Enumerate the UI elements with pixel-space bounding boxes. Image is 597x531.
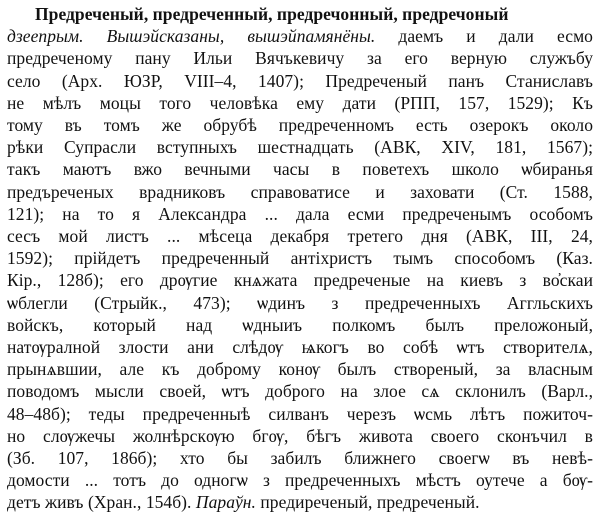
entry-text: село (Арх. ЮЗР, VIII–4, 1407); Предреченый панъ Станиславъ — [7, 70, 593, 91]
entry-text: предиреченый, предреченый. — [255, 492, 480, 513]
entry-line — [7, 203, 593, 225]
entry-line — [7, 92, 593, 114]
entry-line — [7, 314, 593, 336]
entry-text: предреченому пану Ильи Вячъкевичу за его верную служъбу — [7, 48, 593, 69]
entry-line — [7, 114, 593, 136]
entry-text: предъреченых врадниковъ справоватисе и заховати (Ст. 1588, — [7, 181, 593, 202]
entry-line — [7, 425, 593, 447]
entry-text: тому въ томъ же обрубѣ предреченномъ есть озерокъ около — [7, 115, 593, 136]
entry-line — [7, 447, 593, 469]
entry-line — [7, 403, 593, 425]
entry-text: Кір., 128б); его дрѹгие кнѧжата предреченые на киевъ з во҆скаи — [7, 270, 593, 291]
entry-text: войскъ, который над ѡдныиъ полкомъ былъ преложоный, — [7, 314, 593, 335]
entry-text: детъ живъ (Хран., 154б). — [7, 492, 196, 513]
entry-line — [7, 136, 593, 158]
entry-text: прынѧвшии, але къ доброму конѹ былъ створеный, за власным — [7, 359, 593, 380]
entry-text: не мѣлъ моцы того человѣка ему дати (РПП, 157, 1529); Къ — [7, 92, 593, 113]
entry-line — [7, 158, 593, 180]
entry-line — [7, 358, 593, 380]
entry-text: даемъ и дали есмо — [375, 26, 593, 47]
entry-text: поводомъ мысли своей, ѡтъ доброго на злое сѧ склонилъ (Варл., — [7, 381, 593, 402]
entry-text: ѡблегли (Стрыйк., 473); ѡдинъ з предреченныхъ Аггльскихъ — [7, 292, 593, 313]
entry-text: домости ... тотъ до одногѡ з предреченныхъ мѣстъ оутече а бѹ- — [7, 470, 593, 491]
entry-line — [7, 247, 593, 269]
italic-text: Параўн. — [195, 492, 256, 513]
entry-line — [7, 25, 593, 47]
entry-text: рѣки Супрасли вступныхъ шестнадцать (АВК, XIV, 181, 1567); — [7, 137, 593, 158]
entry-text: но слѹжечы жолнѣрскѹю бгѹ, бѣгъ живота своего сконъчил в — [7, 425, 593, 446]
entry-text: натѹралной злости ани слѣдѹ ѩкогъ во собѣ ѡтъ створителѧ, — [7, 337, 593, 358]
entry-text: сесъ мой листъ ... мѣсеца декабря третего дня (АВК, III, 24, — [7, 226, 593, 247]
italic-text: дзеепрым. Вышэйсказаны, вышэйпамянёны. — [7, 26, 376, 47]
entry-text: 121); на то я Александра ... дала есми предреченымъ особомъ — [7, 203, 593, 224]
entry-line — [7, 181, 593, 203]
entry-headword: Предреченый, предреченный, предречонный, предречоный — [35, 4, 509, 24]
entry-line — [7, 469, 593, 491]
entry-text: 1592); прійдетъ предреченный антіхристъ тымъ способомъ (Каз. — [7, 248, 593, 269]
entry-line — [7, 380, 593, 402]
entry-text: (Зб. 107, 186б); хто бы забилъ ближнего своегѡ въ невѣ- — [7, 448, 593, 469]
entry-line — [7, 269, 593, 291]
entry-line — [7, 47, 593, 69]
entry-line — [7, 491, 593, 513]
entry-line — [7, 70, 593, 92]
entry-line — [7, 292, 593, 314]
entry-line — [7, 336, 593, 358]
entry-line — [7, 225, 593, 247]
dictionary-entry — [7, 3, 593, 514]
entry-text: 48–48б); теды предреченныѣ силванъ черезъ ѡсмь лѣтъ пожиточ- — [7, 403, 593, 424]
entry-line — [7, 3, 593, 25]
entry-text: такъ маютъ вжо вечными часы в поветехъ школо ѡбиранья — [7, 159, 593, 180]
